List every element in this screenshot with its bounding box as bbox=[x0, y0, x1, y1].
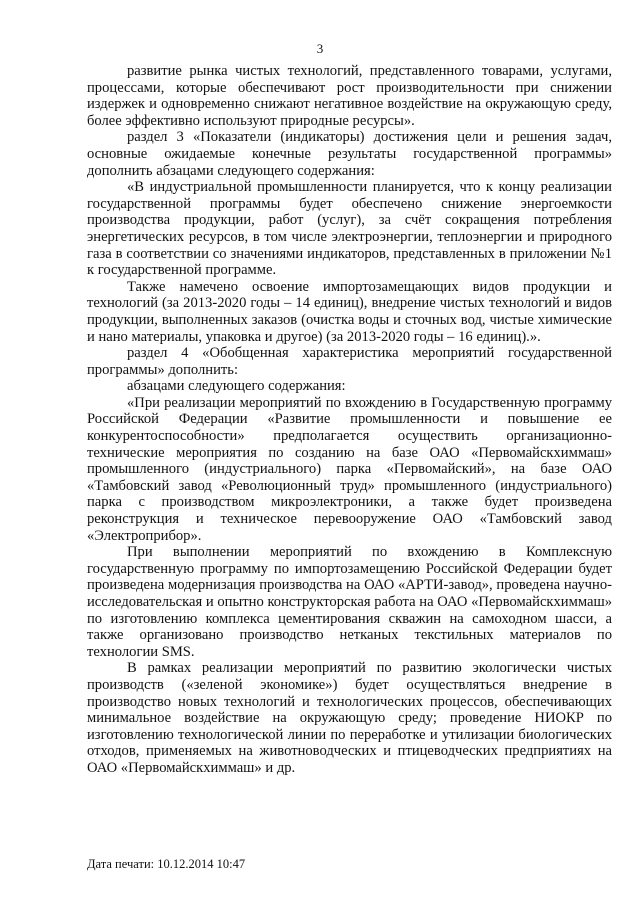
paragraph: «В индустриальной промышленности планируется, что к концу реализации государственной программы будет обеспечено снижение энергоемкости производства продукции, работ (услуг), за счёт сокращения потребления энергетических ресурсов, в том числе электроэнергии, теплоэнергии и природного газа в соответствии со значениями индикаторов, представленных в приложении №1 к государственной программе. bbox=[87, 179, 612, 279]
paragraph: раздел 4 «Обобщенная характеристика мероприятий государственной программы» дополнить: bbox=[87, 345, 612, 378]
paragraph: абзацами следующего содержания: bbox=[127, 378, 346, 395]
print-date-footer: Дата печати: 10.12.2014 10:47 bbox=[87, 857, 246, 871]
page-number: 3 bbox=[316, 41, 324, 56]
document-body bbox=[87, 63, 612, 777]
paragraph: развитие рынка чистых технологий, представленного товарами, услугами, процессами, которые обеспечивают рост производительности при снижении издержек и одновременно снижают негативное воздействие на окружающую среду, более эффективно используют природные ресурсы». bbox=[87, 63, 612, 129]
paragraph: «При реализации мероприятий по вхождению в Государственную программу Российской Федерации «Развитие промышленности и повышение ее конкурентоспособности» предполагается осуществить организационно-технические мероприятия по созданию на базе ОАО «Первомайскхиммаш» промышленного (индустриального) парка «Первомайский», на базе ОАО «Тамбовский завод «Революционный труд» промышленного (индустриального) парка с производством микроэлектроники, а также будет произведена реконструкция и техническое перевооружение ОАО «Тамбовский завод «Электроприбор». bbox=[87, 394, 612, 544]
paragraph: В рамках реализации мероприятий по развитию экологически чистых производств («зеленой экономике») будет осуществляться внедрение в производство новых технологий и технологических процессов, обеспечивающих минимальное воздействие на окружающую среду; проведение НИОКР по изготовлению технологической линии по переработке и утилизации биологических отходов, применяемых на животноводческих и птицеводческих предприятиях на ОАО «Первомайскхиммаш» и др. bbox=[87, 660, 612, 776]
paragraph: Также намечено освоение импортозамещающих видов продукции и технологий (за 2013-2020 годы – 14 единиц), внедрение чистых технологий и видов продукции, выполненных заказов (очистка воды и сточных вод, чистые химические и нано материалы, упаковка и другое) (за 2013-2020 годы – 16 единиц).». bbox=[87, 278, 612, 345]
paragraph: раздел 3 «Показатели (индикаторы) достижения цели и решения задач, основные ожидаемые конечные результаты государственной программы» дополнить абзацами следующего содержания: bbox=[87, 129, 612, 179]
paragraph: При выполнении мероприятий по вхождению в Комплексную государственную программу по импортозамещению Российской Федерации будет произведена модернизация производства на ОАО «АРТИ-завод», проведена научно-исследовательская и опытно конструкторская работа на ОАО «Первомайскхиммаш» по изготовлению комплекса цементирования скважин на самоходном шасси, а также организовано производство нетканых текстильных материалов по технологии SMS. bbox=[87, 544, 612, 660]
